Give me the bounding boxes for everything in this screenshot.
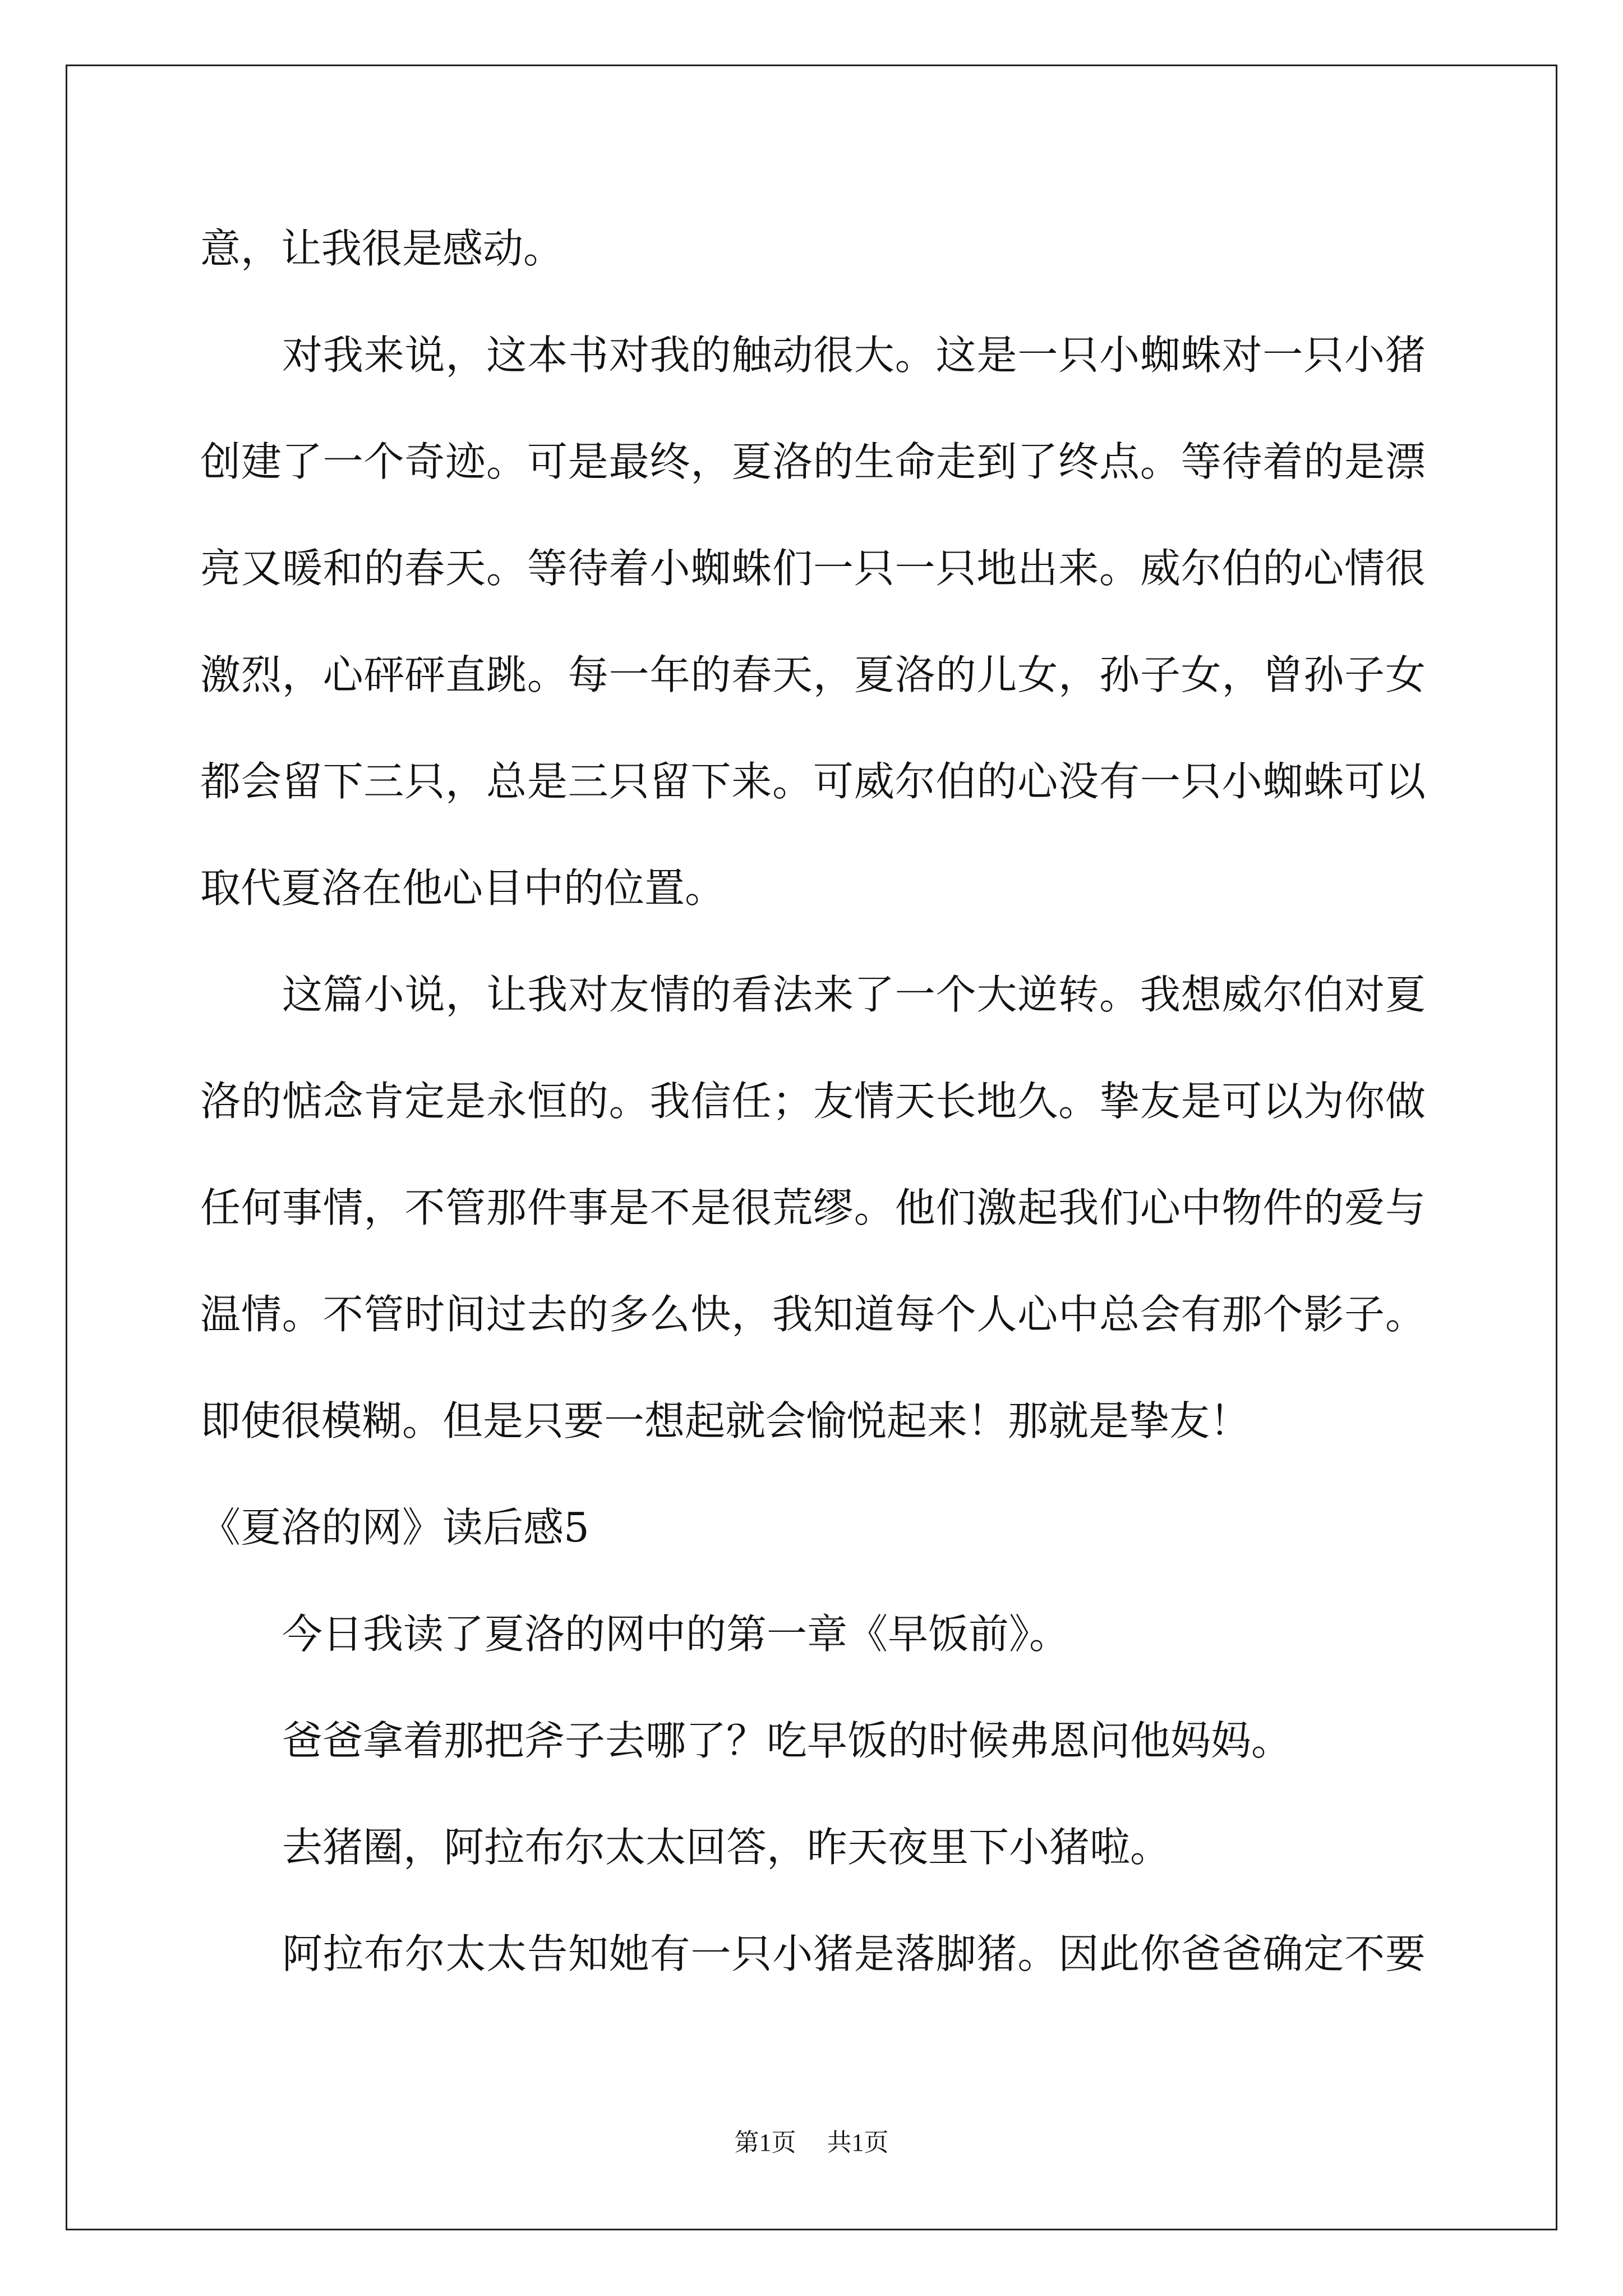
text-line: 洛的惦念肯定是永恒的。我信任；友情天长地久。挚友是可以为你做 bbox=[200, 1078, 1426, 1125]
text-line: 都会留下三只，总是三只留下来。可威尔伯的心没有一只小蜘蛛可以 bbox=[200, 758, 1426, 805]
section-heading: 《夏洛的网》读后感5 bbox=[200, 1504, 589, 1551]
paragraph bbox=[200, 1901, 1426, 2007]
text-line: 温情。不管时间过去的多么快，我知道每个人心中总会有那个影子。 bbox=[200, 1291, 1426, 1338]
page-number: 第1页 bbox=[734, 2129, 796, 2156]
paragraph bbox=[200, 941, 1426, 1474]
text-line: 阿拉布尔太太告知她有一只小猪是落脚猪。因此你爸爸确定不要 bbox=[282, 1930, 1426, 1977]
text-line: 取代夏洛在他心目中的位置。 bbox=[200, 864, 726, 912]
text-line: 爸爸拿着那把斧子去哪了？吃早饭的时候弗恩问他妈妈。 bbox=[282, 1717, 1292, 1764]
text-line: 激烈，心砰砰直跳。每一年的春天，夏洛的儿女，孙子女，曾孙子女 bbox=[200, 651, 1426, 698]
text-line: 今日我读了夏洛的网中的第一章《早饭前》。 bbox=[282, 1611, 1070, 1658]
page-total: 共1页 bbox=[827, 2129, 889, 2156]
text-line: 对我来说，这本书对我的触动很大。这是一只小蜘蛛对一只小猪 bbox=[282, 332, 1426, 379]
paragraph bbox=[200, 1794, 1426, 1901]
text-line: 意，让我很是感动。 bbox=[200, 225, 564, 272]
text-line: 这篇小说，让我对友情的看法来了一个大逆转。我想威尔伯对夏 bbox=[282, 971, 1426, 1018]
text-line: 创建了一个奇迹。可是最终，夏洛的生命走到了终点。等待着的是漂 bbox=[200, 438, 1426, 485]
text-line: 亮又暖和的春天。等待着小蜘蛛们一只一只地出来。威尔伯的心情很 bbox=[200, 545, 1426, 592]
paragraph bbox=[200, 302, 1426, 941]
paragraph bbox=[200, 1687, 1426, 1794]
text-line: 即使很模糊。但是只要一想起就会愉悦起来！那就是挚友！ bbox=[200, 1397, 1251, 1444]
text-line: 任何事情，不管那件事是不是很荒缪。他们激起我们心中物件的爱与 bbox=[200, 1184, 1426, 1231]
paragraph bbox=[200, 195, 1426, 302]
text-line: 去猪圈，阿拉布尔太太回答，昨天夜里下小猪啦。 bbox=[282, 1824, 1171, 1871]
page-footer bbox=[0, 2126, 1623, 2160]
document-body bbox=[200, 195, 1426, 2007]
paragraph bbox=[200, 1581, 1426, 1687]
